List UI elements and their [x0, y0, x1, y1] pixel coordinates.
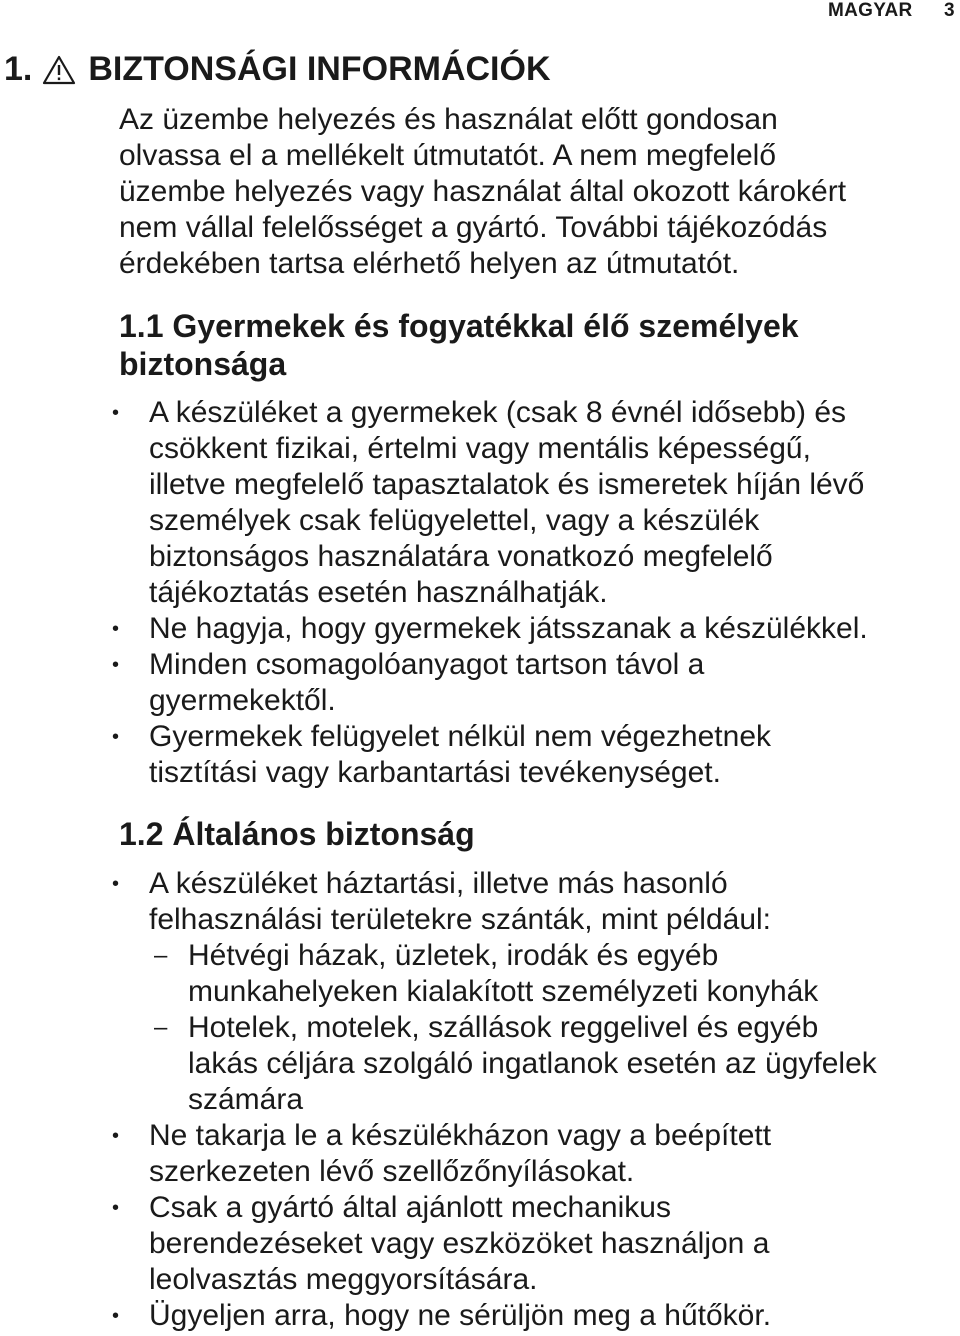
list-item: [112, 611, 868, 647]
intro-line: nem vállal felelősséget a gyártó. További tájékozódás: [119, 211, 828, 244]
bullet: •: [112, 654, 120, 676]
intro-line: olvassa el a mellékelt útmutatót. A nem megfelelő: [119, 139, 777, 172]
list-item-line: Csak a gyártó által ajánlott mechanikus: [149, 1191, 671, 1224]
bullet: •: [112, 1305, 120, 1327]
bullet: •: [112, 726, 120, 748]
list-item-line: Ne hagyja, hogy gyermekek játsszanak a készülékkel.: [149, 612, 868, 645]
list-item: [112, 647, 868, 719]
dash: –: [154, 942, 168, 969]
subsection-heading-1-1: [119, 307, 799, 383]
intro-line: érdekében tartsa elérhető helyen az útmutatót.: [119, 247, 740, 280]
list-item-line: Minden csomagolóanyagot tartson távol a: [149, 648, 705, 681]
child-safety-list: [112, 395, 868, 791]
list-item-line: csökkent fizikai, értelmi vagy mentális képességű,: [149, 432, 811, 465]
intro-line: Az üzembe helyezés és használat előtt gondosan: [119, 103, 778, 136]
sub-list-item: [112, 1010, 877, 1118]
intro-line: üzembe helyezés vagy használat által okozott károkért: [119, 175, 847, 208]
list-item-line: leolvasztás meggyorsítására.: [149, 1263, 538, 1296]
list-item-line: Gyermekek felügyelet nélkül nem végezhetnek: [149, 720, 772, 753]
sub-list-item-line: számára: [188, 1083, 304, 1116]
list-item-line: felhasználási területekre szánták, mint például:: [149, 903, 772, 936]
sub-list-item: [112, 938, 877, 1010]
intro-paragraph: [119, 102, 846, 282]
section-title: BIZTONSÁGI INFORMÁCIÓK: [88, 50, 551, 88]
list-item-line: Ne takarja le a készülékházon vagy a beépített: [149, 1119, 772, 1152]
list-item: [112, 1190, 877, 1298]
sub-list-item-line: Hétvégi házak, üzletek, irodák és egyéb: [188, 939, 719, 972]
list-item-line: Ügyeljen arra, hogy ne sérüljön meg a hűtőkör.: [149, 1299, 772, 1332]
list-item: [112, 395, 868, 611]
list-item: [112, 719, 868, 791]
list-item-line: A készüléket a gyermekek (csak 8 évnél idősebb) és: [149, 396, 847, 429]
list-item-line: illetve megfelelő tapasztalatok és ismeretek híján lévő: [149, 468, 865, 501]
list-item-line: gyermekektől.: [149, 684, 336, 717]
list-item: [112, 1298, 877, 1334]
list-item: [112, 1118, 877, 1190]
list-item-line: személyek csak felügyelettel, vagy a készülék: [149, 504, 760, 537]
list-item-line: biztonságos használatára vonatkozó megfelelő: [149, 540, 773, 573]
warning-triangle-icon: [42, 54, 76, 86]
bullet: •: [112, 618, 120, 640]
sub-list-item-line: Hotelek, motelek, szállások reggelivel és egyéb: [188, 1011, 819, 1044]
section-number: 1.: [4, 50, 33, 88]
general-safety-list: [112, 866, 877, 1334]
list-item-line: berendezéseket vagy eszközöket használjon a: [149, 1227, 770, 1260]
subsection-title-line: biztonsága: [119, 346, 287, 382]
list-item: [112, 866, 877, 938]
bullet: •: [112, 873, 120, 895]
list-item-line: A készüléket háztartási, illetve más hasonló: [149, 867, 728, 900]
sub-list-item-line: lakás céljára szolgáló ingatlanok esetén az ügyfelek: [188, 1047, 877, 1080]
bullet: •: [112, 1197, 120, 1219]
subsection-title-line: 1.1 Gyermekek és fogyatékkal élő személyek: [119, 308, 799, 344]
subsection-heading-1-2: 1.2 Általános biztonság: [119, 816, 475, 852]
dash: –: [154, 1014, 168, 1041]
sub-list-item-line: munkahelyeken kialakított személyzeti konyhák: [188, 975, 819, 1008]
list-item-line: tájékoztatás esetén használhatják.: [149, 576, 608, 609]
list-item-line: tisztítási vagy karbantartási tevékenységet.: [149, 756, 721, 789]
bullet: •: [112, 402, 120, 424]
bullet: •: [112, 1125, 120, 1147]
page-number: 3: [944, 0, 955, 21]
list-item-line: szerkezeten lévő szellőzőnyílásokat.: [149, 1155, 635, 1188]
header-language: MAGYAR: [828, 0, 913, 21]
section-heading: [4, 50, 551, 89]
